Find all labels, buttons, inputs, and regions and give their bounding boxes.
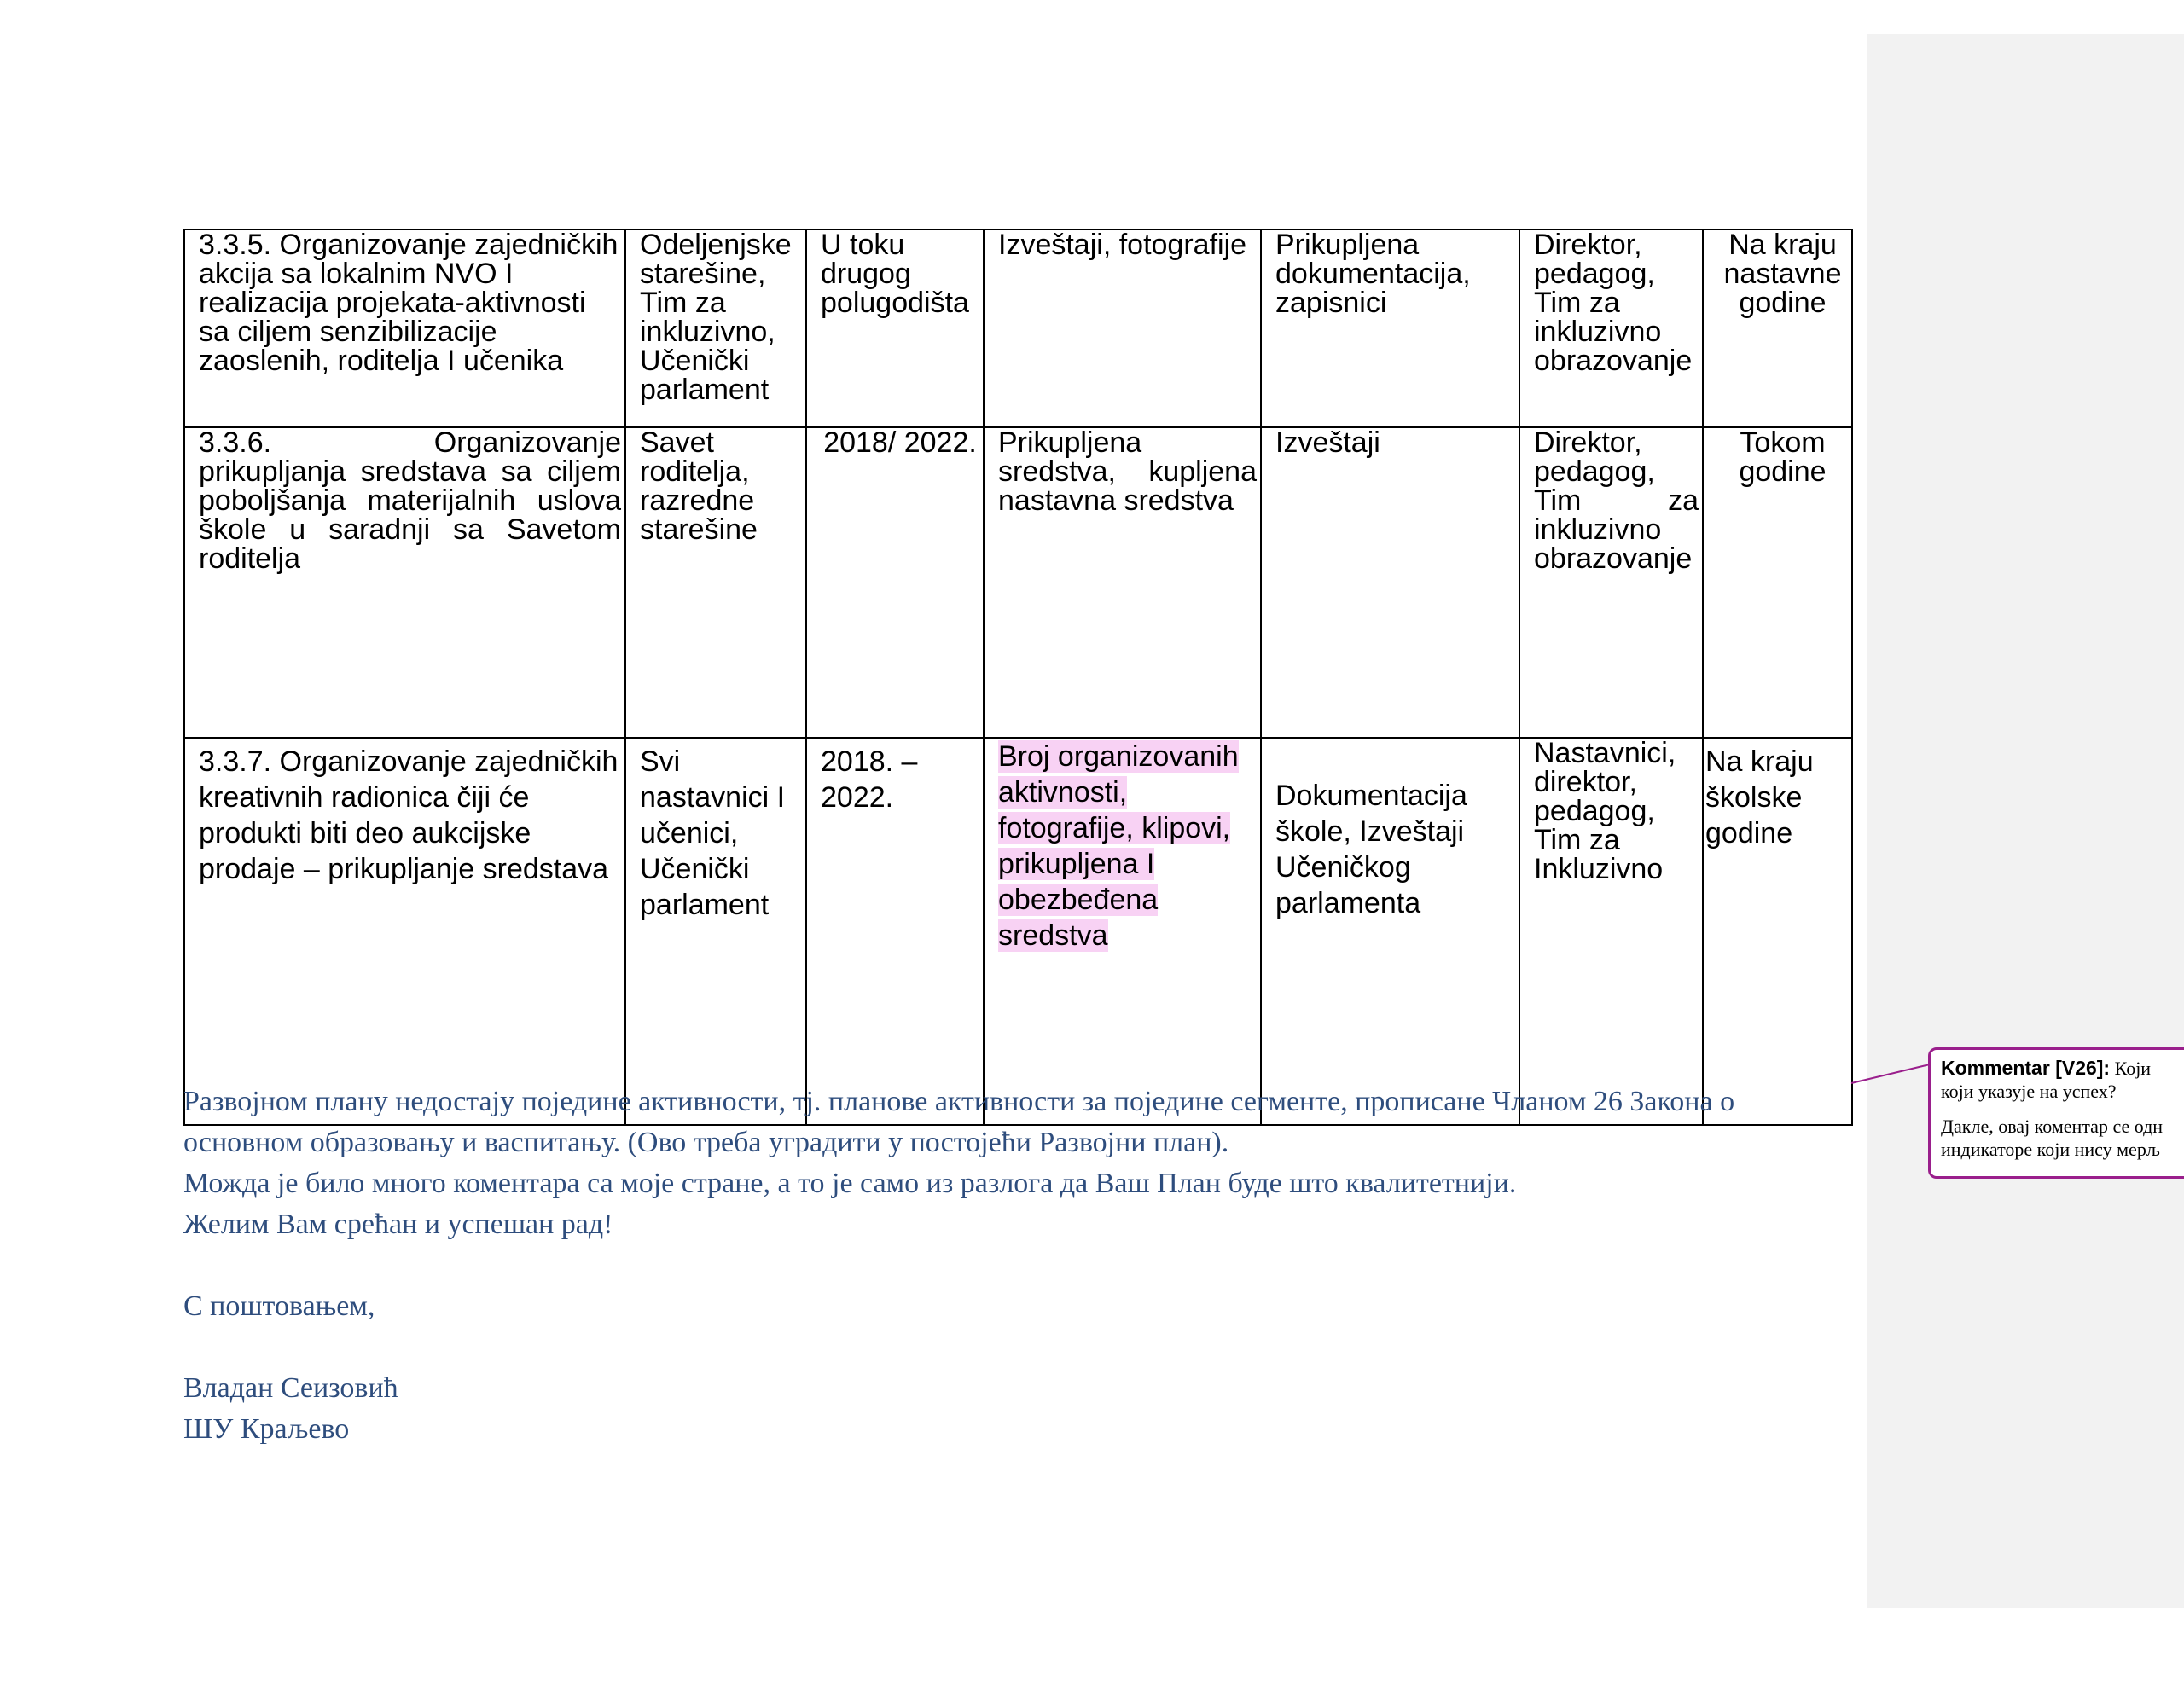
comment-text: који указује на успех? xyxy=(1941,1081,2117,1102)
comment-balloon[interactable] xyxy=(1928,1047,2184,1179)
criteria-cell: Prikupljena sredstva, kupljena nastavna sredstva xyxy=(984,427,1261,738)
eval-time-cell: Tokom godine xyxy=(1703,427,1852,738)
activity-cell: 3.3.5. Organizovanje zajedničkih akcija sa lokalnim NVO I realizacija projekata-aktivnosti sa ciljem senzibilizacije zaoslenih, roditelja I učenika xyxy=(184,229,625,427)
holders-cell: Savet roditelja, razredne starešine xyxy=(625,427,806,738)
instruments-cell: Izveštaji xyxy=(1261,427,1519,738)
table-row xyxy=(184,229,1852,427)
letter-paragraph: Можда је било много коментара са моје стране, а то је само из разлога да Ваш План буде што квалитетнији. xyxy=(183,1168,1517,1199)
letter-paragraph: Развојном плану недостају поједине активности, тј. планове активности за поједине сегменте, прописане Чланом 26 Закона о основном образовању и васпитању. (Ово треба уградити у постојећи Развојни план). xyxy=(183,1086,1735,1158)
table-row xyxy=(184,738,1852,1125)
time-cell: 2018. – 2022. xyxy=(806,738,984,1125)
comment-text: индикаторе који нису мерљ xyxy=(1941,1139,2160,1160)
letter-paragraph: Желим Вам срећан и успешан рад! xyxy=(183,1209,613,1240)
signature-name: Владан Сеизовић xyxy=(183,1372,398,1404)
eval-time-cell: Na kraju nastavne godine xyxy=(1703,229,1852,427)
letter-closing: С поштовањем, xyxy=(183,1290,375,1322)
holders-cell: Svi nastavnici I učenici, Učenički parlament xyxy=(625,738,806,1125)
criteria-cell: Izveštaji, fotografije xyxy=(984,229,1261,427)
activity-cell: 3.3.7. Organizovanje zajedničkih kreativnih radionica čiji će produkti biti deo aukcijske prodaje – prikupljanje sredstava xyxy=(184,738,625,1125)
comment-text: Дакле, овај коментар се одн xyxy=(1941,1116,2164,1137)
development-plan-table xyxy=(183,229,1853,1126)
comment-title: Kommentar [V26]: xyxy=(1941,1057,2111,1079)
letter-body xyxy=(183,1081,1856,1450)
comment-margin-pane xyxy=(1867,34,2184,1608)
eval-time-cell: Na kraju školske godine xyxy=(1703,738,1852,1125)
evaluators-cell: Direktor, pedagog, Tim za inkluzivno obrazovanje xyxy=(1519,427,1703,738)
instruments-cell: Dokumentacija škole, Izveštaji Učeničkog parlamenta xyxy=(1261,738,1519,1125)
comment-text: Који xyxy=(2114,1058,2152,1079)
time-cell: 2018/ 2022. xyxy=(806,427,984,738)
evaluators-cell: Direktor, pedagog, Tim za inkluzivno obrazovanje xyxy=(1519,229,1703,427)
highlighted-comment-text[interactable]: Broj organizovanih aktivnosti, fotografije, klipovi, prikupljena I obezbeđena sredstva xyxy=(998,740,1239,952)
activity-cell: 3.3.6. Organizovanje prikupljanja sredstava sa ciljem poboljšanja materijalnih uslova škole u saradnji sa Savetom roditelja xyxy=(184,427,625,738)
criteria-cell xyxy=(984,738,1261,1125)
time-cell: U toku drugog polugodišta xyxy=(806,229,984,427)
evaluators-cell: Nastavnici, direktor, pedagog, Tim za Inkluzivno xyxy=(1519,738,1703,1125)
holders-cell: Odeljenjske starešine, Tim za inkluzivno, Učenički parlament xyxy=(625,229,806,427)
instruments-cell: Prikupljena dokumentacija, zapisnici xyxy=(1261,229,1519,427)
table-row xyxy=(184,427,1852,738)
signature-org: ШУ Краљево xyxy=(183,1413,350,1445)
